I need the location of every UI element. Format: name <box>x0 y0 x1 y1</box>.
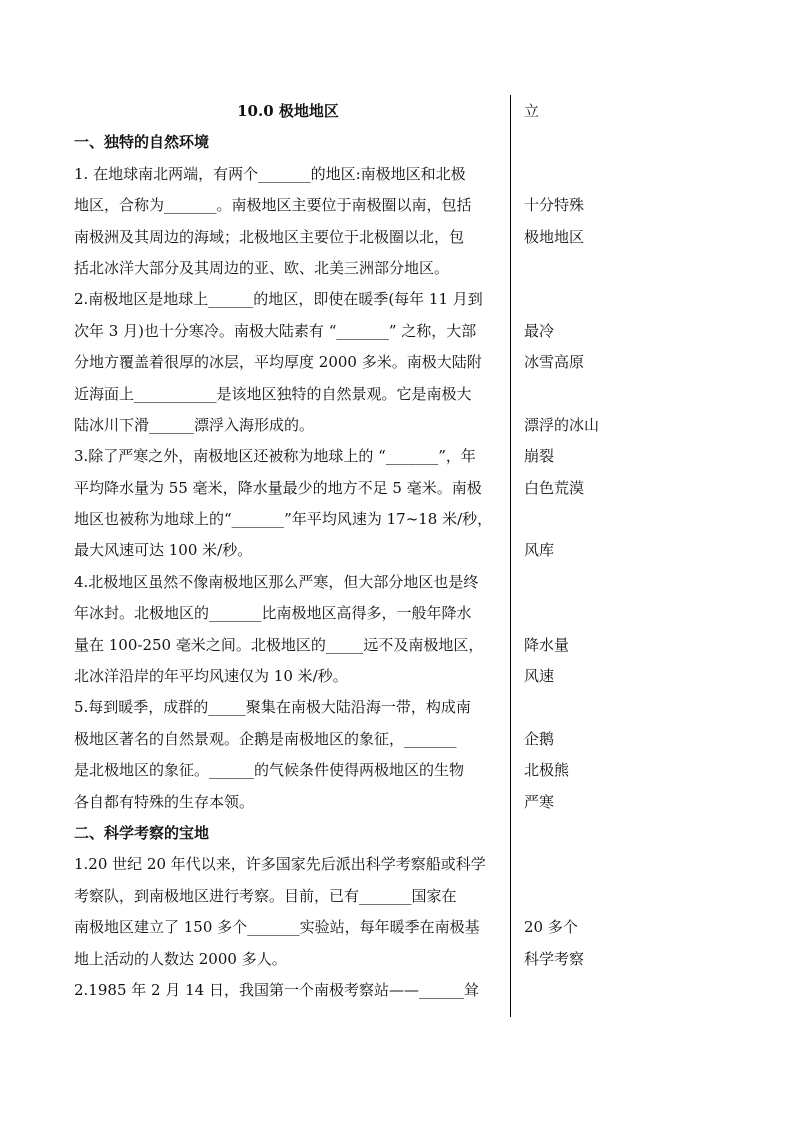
text-line: 各自都有特殊的生存本领。 <box>74 792 255 811</box>
answer-line <box>524 818 644 849</box>
text-line: 次年 3 月)也十分寒冷。南极大陆素有 “_______” 之称，大部 <box>74 321 477 340</box>
text-line: 量在 100-250 毫米之间。北极地区的_____远不及南极地区， <box>74 635 484 654</box>
text-line: 南极地区建立了 150 多个_______实验站，每年暖季在南极基 <box>74 918 480 937</box>
answer-line <box>524 379 644 410</box>
answer-line: 立 <box>524 102 540 120</box>
text-line: 1. 在地球南北两端，有两个_______的地区:南极地区和北极 <box>74 164 466 183</box>
answer-line <box>524 692 644 723</box>
answer-line <box>524 598 644 629</box>
text-line: 2.1985 年 2 月 14 日，我国第一个南极考察站——______耸 <box>74 980 479 999</box>
doc-title: 10.0 极地地区 <box>237 102 339 120</box>
answer-line: 严寒 <box>524 792 555 811</box>
answer-line: 白色荒漠 <box>524 478 585 497</box>
text-line: 1.20 世纪 20 年代以来，许多国家先后派出科学考察船或科学 <box>74 855 486 874</box>
section-heading-2: 二、科学考察的宝地 <box>74 823 210 842</box>
answer-line: 十分特殊 <box>524 196 585 215</box>
answer-line <box>524 127 644 158</box>
text-line: 地区也被称为地球上的“_______”年平均风速为 17~18 米/秒， <box>74 510 493 529</box>
text-line: 2.南极地区是地球上______的地区，即使在暖季(每年 11 月到 <box>74 290 483 309</box>
answer-line: 降水量 <box>524 635 570 654</box>
answer-line: 风速 <box>524 667 555 686</box>
text-line: 地区，合称为_______。南极地区主要位于南极圈以南，包括 <box>74 196 472 215</box>
text-line: 近海面上___________是该地区独特的自然景观。它是南极大 <box>74 384 472 403</box>
answer-line <box>524 159 644 190</box>
text-line: 平均降水量为 55 毫米，降水量最少的地方不足 5 毫米。南极 <box>74 478 482 497</box>
text-line: 地上活动的人数达 2000 多人。 <box>74 949 287 968</box>
answer-line: 北极熊 <box>524 761 570 780</box>
text-line: 最大风速可达 100 米/秒。 <box>74 541 253 560</box>
answer-line: 最冷 <box>524 321 555 340</box>
answer-line: 漂浮的冰山 <box>524 415 600 434</box>
text-line: 南极洲及其周边的海域；北极地区主要位于北极圈以北，包 <box>74 227 465 246</box>
text-line: 是北极地区的象征。______的气候条件使得两极地区的生物 <box>74 761 465 780</box>
section-heading-1: 一、独特的自然环境 <box>74 133 210 152</box>
answer-line <box>524 975 644 1006</box>
text-line: 陆冰川下滑______漂浮入海形成的。 <box>74 415 315 434</box>
answer-line: 科学考察 <box>524 949 585 968</box>
text-line: 年冰封。北极地区的_______比南极地区高得多，一般年降水 <box>74 604 472 623</box>
answer-line <box>524 253 644 284</box>
column-divider <box>510 95 511 1017</box>
text-line: 4.北极地区虽然不像南极地区那么严寒，但大部分地区也是终 <box>74 572 479 591</box>
answer-line <box>524 849 644 880</box>
answer-line: 企鹅 <box>524 729 555 748</box>
answer-line: 极地地区 <box>524 227 585 246</box>
answer-line <box>524 284 644 315</box>
question-column <box>74 96 502 1006</box>
text-line: 括北冰洋大部分及其周边的亚、欧、北美三洲部分地区。 <box>74 258 450 277</box>
answer-line: 风库 <box>524 541 555 560</box>
answer-line: 20 多个 <box>524 918 578 937</box>
answer-line: 崩裂 <box>524 447 555 466</box>
answer-line: 冰雪高原 <box>524 353 585 372</box>
answer-line <box>524 567 644 598</box>
text-line: 5.每到暖季，成群的_____聚集在南极大陆沿海一带，构成南 <box>74 698 471 717</box>
answer-line <box>524 881 644 912</box>
text-line: 考察队，到南极地区进行考察。目前，已有_______国家在 <box>74 886 457 905</box>
answer-line <box>524 504 644 535</box>
text-line: 分地方覆盖着很厚的冰层，平均厚度 2000 多米。南极大陆附 <box>74 353 482 372</box>
answer-column <box>524 96 644 1006</box>
text-line: 3.除了严寒之外，南极地区还被称为地球上的 “_______”，年 <box>74 447 476 466</box>
text-line: 北冰洋沿岸的年平均风速仅为 10 米/秒。 <box>74 667 348 686</box>
text-line: 极地区著名的自然景观。企鹅是南极地区的象征，_______ <box>74 729 457 748</box>
